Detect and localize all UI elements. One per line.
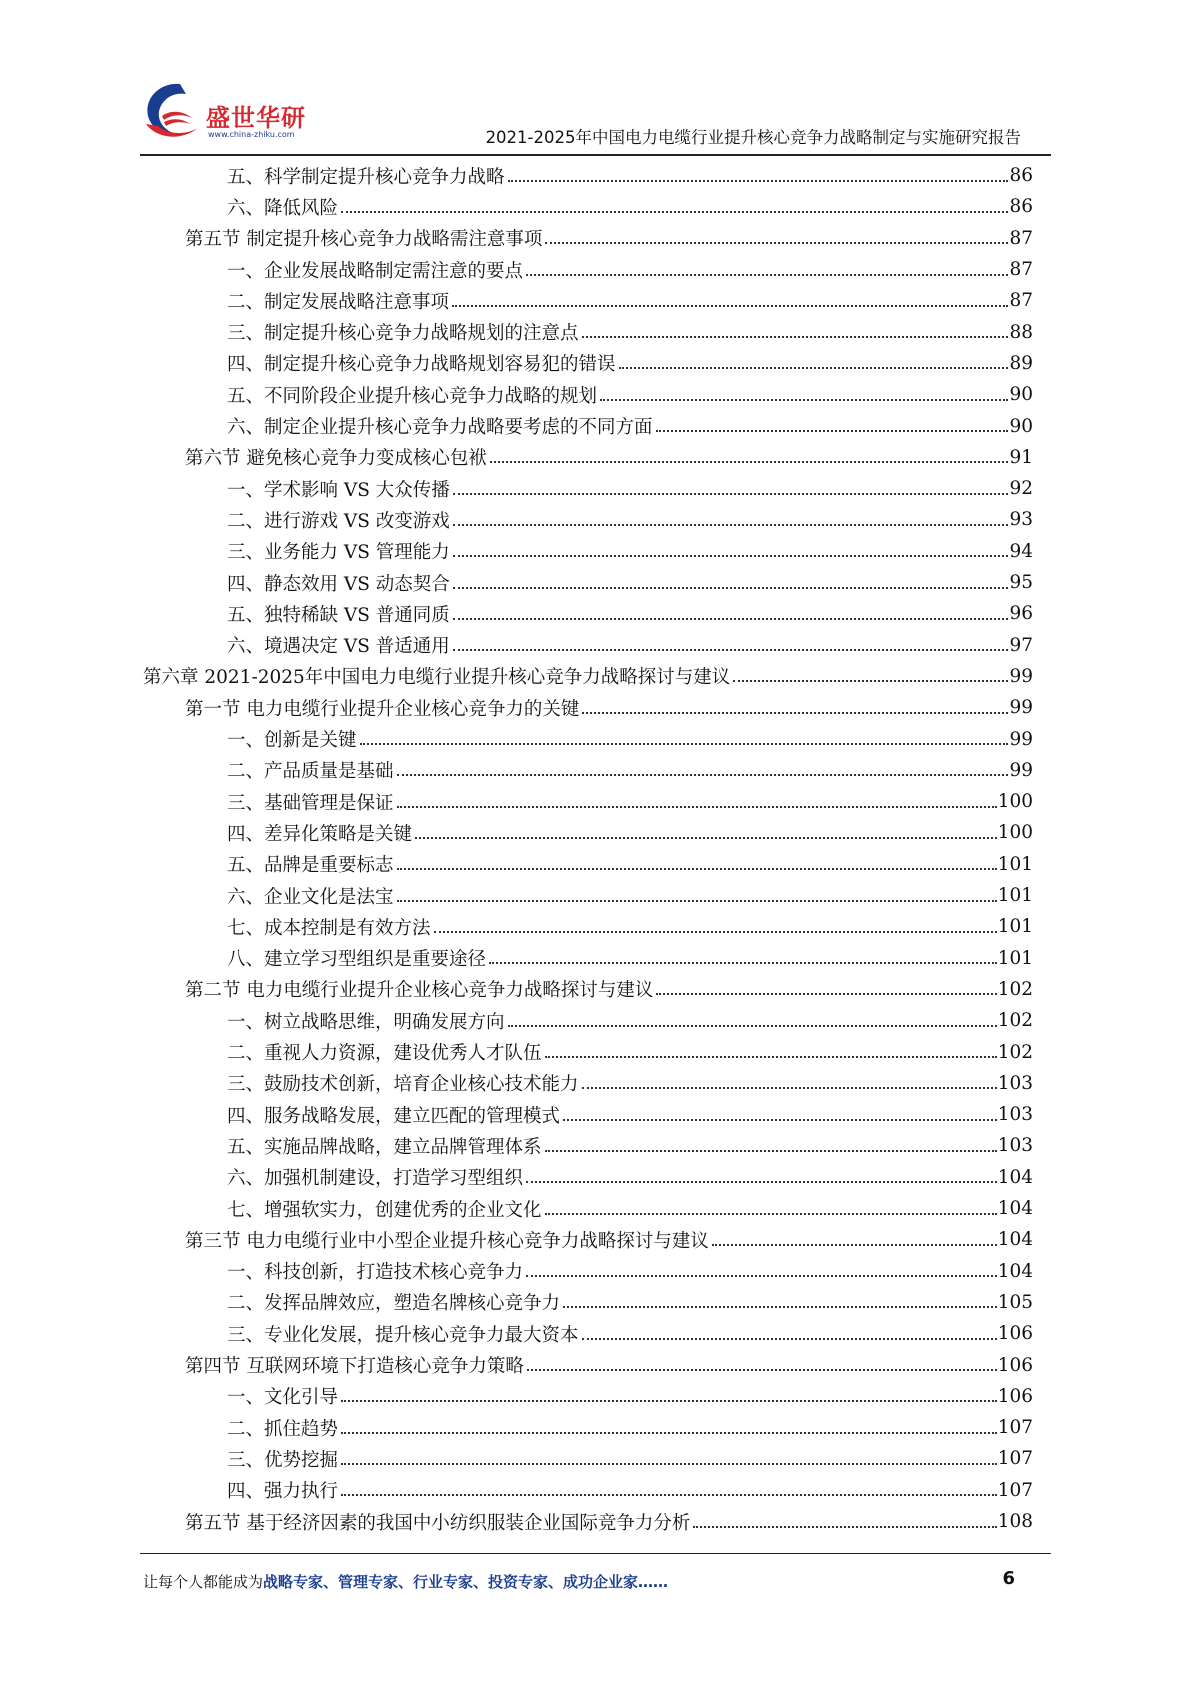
toc-row — [0, 786, 1191, 817]
toc-entry[interactable] — [227, 1412, 1033, 1443]
toc-dot-leader — [452, 305, 1008, 307]
toc-entry[interactable] — [185, 223, 1033, 254]
toc-entry[interactable] — [227, 567, 1033, 598]
toc-entry-page: 94 — [1009, 540, 1033, 562]
toc-entry-page: 99 — [1009, 759, 1033, 781]
toc-dot-leader — [733, 680, 1008, 682]
toc-dot-leader — [527, 1369, 997, 1371]
toc-row — [0, 911, 1191, 942]
toc-entry-label: 八、建立学习型组织是重要途径 — [227, 949, 487, 971]
toc-entry[interactable] — [227, 160, 1033, 191]
logo-name: 盛世华研 — [206, 104, 306, 132]
toc-dot-leader — [341, 1432, 997, 1434]
toc-row — [0, 1130, 1191, 1161]
toc-entry-page: 103 — [997, 1072, 1033, 1094]
toc-entry-page: 99 — [1009, 697, 1033, 719]
toc-entry[interactable] — [227, 348, 1033, 379]
toc-entry[interactable] — [227, 1099, 1033, 1130]
toc-entry-label: 七、成本控制是有效方法 — [227, 917, 431, 939]
toc-entry-label: 四、强力执行 — [227, 1481, 339, 1503]
footer-divider — [140, 1553, 1051, 1554]
toc-dot-leader — [415, 837, 997, 839]
toc-row — [0, 974, 1191, 1005]
toc-row — [0, 191, 1191, 222]
toc-dot-leader — [582, 336, 1009, 338]
toc-dot-leader — [453, 587, 1009, 589]
toc-entry-page: 104 — [997, 1166, 1033, 1188]
toc-dot-leader — [600, 399, 1008, 401]
toc-row — [0, 1412, 1191, 1443]
toc-dot-leader — [563, 1306, 997, 1308]
toc-entry[interactable] — [185, 1224, 1033, 1255]
toc-row — [0, 473, 1191, 504]
toc-dot-leader — [656, 430, 1009, 432]
toc-entry-page: 97 — [1009, 634, 1033, 656]
toc-row — [0, 1256, 1191, 1287]
toc-entry-page: 101 — [997, 853, 1033, 875]
toc-entry-page: 91 — [1009, 446, 1033, 468]
toc-entry[interactable] — [227, 536, 1033, 567]
toc-entry-label: 一、企业发展战略制定需注意的要点 — [227, 260, 524, 282]
toc-row — [0, 1005, 1191, 1036]
toc-entry[interactable] — [227, 849, 1033, 880]
toc-dot-leader — [453, 618, 1009, 620]
toc-dot-leader — [453, 524, 1009, 526]
toc-dot-leader — [453, 649, 1009, 651]
toc-dot-leader — [341, 211, 1008, 213]
footer-slogan-highlight: 战略专家、管理专家、行业专家、投资专家、成功企业家…… — [263, 1573, 669, 1591]
toc-dot-leader — [397, 806, 997, 808]
toc-entry-label: 三、鼓励技术创新，培育企业核心技术能力 — [227, 1074, 579, 1096]
toc-row — [0, 1475, 1191, 1506]
toc-entry-page: 99 — [1009, 728, 1033, 750]
toc-dot-leader — [693, 1526, 996, 1528]
toc-entry-page: 101 — [997, 947, 1033, 969]
toc-entry-page: 101 — [997, 885, 1033, 907]
toc-row — [0, 1099, 1191, 1130]
toc-entry[interactable] — [227, 379, 1033, 410]
toc-row — [0, 880, 1191, 911]
toc-dot-leader — [526, 1275, 997, 1277]
toc-entry-label: 第五节 基于经济因素的我国中小纺织服装企业国际竞争力分析 — [185, 1512, 691, 1534]
toc-entry-page: 86 — [1009, 165, 1033, 187]
toc-entry[interactable] — [227, 410, 1033, 441]
toc-entry-label: 二、发挥品牌效应，塑造名牌核心竞争力 — [227, 1293, 561, 1315]
toc-dot-leader — [341, 1400, 997, 1402]
toc-row — [0, 661, 1191, 692]
toc-row — [0, 379, 1191, 410]
toc-dot-leader — [545, 1150, 997, 1152]
toc-row — [0, 442, 1191, 473]
toc-row — [0, 504, 1191, 535]
toc-entry[interactable] — [227, 1193, 1033, 1224]
toc-dot-leader — [453, 493, 1009, 495]
toc-row — [0, 536, 1191, 567]
toc-row — [0, 723, 1191, 754]
toc-entry-page: 104 — [997, 1229, 1033, 1251]
toc-entry-page: 96 — [1009, 603, 1033, 625]
toc-dot-leader — [526, 274, 1008, 276]
page-header — [0, 0, 1191, 160]
toc-entry[interactable] — [185, 974, 1033, 1005]
toc-entry-page: 100 — [997, 791, 1033, 813]
toc-entry-label: 第五节 制定提升核心竞争力战略需注意事项 — [185, 229, 543, 251]
toc-entry[interactable] — [227, 1005, 1033, 1036]
header-divider — [140, 154, 1051, 156]
toc-entry-label: 二、制定发展战略注意事项 — [227, 291, 450, 313]
toc-entry[interactable] — [227, 1068, 1033, 1099]
toc-row — [0, 692, 1191, 723]
page-number: 6 — [1002, 1568, 1015, 1589]
toc-entry-label: 七、增强软实力，创建优秀的企业文化 — [227, 1199, 542, 1221]
toc-entry-page: 107 — [997, 1448, 1033, 1470]
toc-entry[interactable] — [227, 191, 1033, 222]
toc-entry[interactable] — [227, 880, 1033, 911]
toc-entry-page: 107 — [997, 1479, 1033, 1501]
toc-dot-leader — [434, 931, 997, 933]
toc-entry-page: 99 — [1009, 665, 1033, 687]
toc-entry-label: 六、境遇决定 VS 普适通用 — [227, 636, 450, 658]
footer-slogan — [143, 1571, 668, 1592]
toc-entry-page: 108 — [997, 1511, 1033, 1533]
toc-entry[interactable] — [227, 1036, 1033, 1067]
toc-row — [0, 254, 1191, 285]
toc-entry[interactable] — [227, 598, 1033, 629]
toc-entry-page: 106 — [997, 1354, 1033, 1376]
toc-entry-label: 一、树立战略思维，明确发展方向 — [227, 1011, 505, 1033]
toc-entry-label: 六、加强机制建设，打造学习型组织 — [227, 1168, 524, 1190]
toc-entry-label: 第六章 2021-2025年中国电力电缆行业提升核心竞争力战略探讨与建议 — [143, 667, 731, 689]
toc-row — [0, 160, 1191, 191]
toc-entry-label: 四、制定提升核心竞争力战略规划容易犯的错误 — [227, 354, 616, 376]
toc-entry-label: 二、产品质量是基础 — [227, 761, 394, 783]
toc-dot-leader — [545, 1213, 997, 1215]
toc-entry-label: 二、进行游戏 VS 改变游戏 — [227, 510, 450, 532]
toc-entry[interactable] — [227, 504, 1033, 535]
toc-entry[interactable] — [143, 661, 1033, 692]
toc-entry[interactable] — [227, 817, 1033, 848]
toc-entry-page: 92 — [1009, 478, 1033, 500]
toc-row — [0, 1162, 1191, 1193]
toc-row — [0, 1381, 1191, 1412]
toc-entry-page: 106 — [997, 1323, 1033, 1345]
toc-entry-page: 88 — [1009, 321, 1033, 343]
toc-dot-leader — [526, 1181, 997, 1183]
toc-entry-page: 86 — [1009, 196, 1033, 218]
toc-entry[interactable] — [227, 630, 1033, 661]
toc-dot-leader — [582, 1338, 997, 1340]
toc-row — [0, 567, 1191, 598]
toc-entry-page: 95 — [1009, 572, 1033, 594]
toc-entry-label: 一、科技创新，打造技术核心竞争力 — [227, 1262, 524, 1284]
toc-entry[interactable] — [227, 1381, 1033, 1412]
toc-entry[interactable] — [227, 1256, 1033, 1287]
toc-dot-leader — [397, 868, 997, 870]
toc-row — [0, 1193, 1191, 1224]
toc-entry-label: 五、不同阶段企业提升核心竞争力战略的规划 — [227, 385, 598, 407]
toc-entry-label: 一、创新是关键 — [227, 730, 357, 752]
toc-entry-page: 100 — [997, 822, 1033, 844]
toc-entry-page: 87 — [1009, 259, 1033, 281]
toc-entry-label: 三、基础管理是保证 — [227, 792, 394, 814]
toc-row — [0, 1318, 1191, 1349]
toc-entry-page: 90 — [1009, 415, 1033, 437]
footer-slogan-prefix: 让每个人都能成为 — [143, 1573, 264, 1591]
toc-entry-page: 90 — [1009, 384, 1033, 406]
toc-row — [0, 943, 1191, 974]
toc-entry-label: 四、服务战略发展，建立匹配的管理模式 — [227, 1105, 561, 1127]
toc-dot-leader — [453, 555, 1009, 557]
toc-dot-leader — [341, 1463, 997, 1465]
document-title: 2021-2025年中国电力电缆行业提升核心竞争力战略制定与实施研究报告 — [485, 128, 1021, 147]
toc-entry-label: 第一节 电力电缆行业提升企业核心竞争力的关键 — [185, 698, 580, 720]
toc-row — [0, 630, 1191, 661]
toc-entry-label: 一、文化引导 — [227, 1387, 339, 1409]
toc-dot-leader — [360, 743, 1009, 745]
toc-row — [0, 1443, 1191, 1474]
toc-entry-label: 五、独特稀缺 VS 普通同质 — [227, 604, 450, 626]
toc-row — [0, 1068, 1191, 1099]
toc-row — [0, 1287, 1191, 1318]
toc-dot-leader — [545, 1056, 997, 1058]
toc-entry[interactable] — [227, 911, 1033, 942]
toc-entry-page: 107 — [997, 1417, 1033, 1439]
toc-entry[interactable] — [185, 1506, 1033, 1537]
toc-entry-page: 104 — [997, 1198, 1033, 1220]
toc-dot-leader — [545, 242, 1008, 244]
toc-row — [0, 223, 1191, 254]
toc-entry-page: 89 — [1009, 352, 1033, 374]
toc-entry-page: 106 — [997, 1385, 1033, 1407]
toc-entry-label: 五、实施品牌战略，建立品牌管理体系 — [227, 1136, 542, 1158]
toc-entry-page: 102 — [997, 978, 1033, 1000]
logo-url: www.china-zhiku.com — [208, 130, 295, 139]
toc-entry[interactable] — [185, 1349, 1033, 1380]
toc-row — [0, 348, 1191, 379]
toc-entry[interactable] — [227, 1443, 1033, 1474]
toc-row — [0, 317, 1191, 348]
toc-entry[interactable] — [227, 943, 1033, 974]
toc-entry[interactable] — [227, 1162, 1033, 1193]
toc-row — [0, 1349, 1191, 1380]
toc-entry-page: 104 — [997, 1260, 1033, 1282]
toc-entry-page: 105 — [997, 1291, 1033, 1313]
toc-dot-leader — [656, 993, 996, 995]
toc-row — [0, 1224, 1191, 1255]
toc-dot-leader — [712, 1244, 997, 1246]
toc-entry-page: 101 — [997, 916, 1033, 938]
toc-row — [0, 755, 1191, 786]
toc-entry[interactable] — [227, 1475, 1033, 1506]
toc-dot-leader — [397, 774, 1009, 776]
toc-row — [0, 849, 1191, 880]
toc-row — [0, 1036, 1191, 1067]
toc-entry[interactable] — [227, 755, 1033, 786]
toc-entry[interactable] — [227, 1318, 1033, 1349]
toc-entry-page: 93 — [1009, 509, 1033, 531]
toc-entry-label: 四、静态效用 VS 动态契合 — [227, 573, 450, 595]
toc-entry[interactable] — [185, 442, 1033, 473]
company-logo — [140, 80, 310, 150]
toc-entry-page: 103 — [997, 1104, 1033, 1126]
toc-dot-leader — [490, 461, 1009, 463]
toc-dot-leader — [489, 962, 997, 964]
toc-entry[interactable] — [227, 254, 1033, 285]
toc-entry-label: 五、科学制定提升核心竞争力战略 — [227, 166, 505, 188]
toc-entry-label: 五、品牌是重要标志 — [227, 855, 394, 877]
toc-dot-leader — [341, 1494, 997, 1496]
toc-dot-leader — [619, 367, 1009, 369]
toc-entry-label: 三、专业化发展，提升核心竞争力最大资本 — [227, 1324, 579, 1346]
toc-entry[interactable] — [227, 285, 1033, 316]
toc-entry[interactable] — [227, 473, 1033, 504]
toc-entry[interactable] — [227, 317, 1033, 348]
logo-swoosh-icon — [140, 80, 210, 144]
toc-entry[interactable] — [227, 1287, 1033, 1318]
toc-row — [0, 410, 1191, 441]
toc-entry-page: 87 — [1009, 227, 1033, 249]
toc-entry-page: 102 — [997, 1041, 1033, 1063]
toc-row — [0, 1506, 1191, 1537]
toc-dot-leader — [508, 1025, 997, 1027]
toc-entry-label: 第四节 互联网环境下打造核心竞争力策略 — [185, 1356, 524, 1378]
toc-entry-label: 第六节 避免核心竞争力变成核心包袱 — [185, 448, 487, 470]
toc-entry-page: 87 — [1009, 290, 1033, 312]
toc-entry-label: 第三节 电力电缆行业中小型企业提升核心竞争力战略探讨与建议 — [185, 1230, 709, 1252]
toc-entry-label: 二、抓住趋势 — [227, 1418, 339, 1440]
toc-row — [0, 598, 1191, 629]
toc-entry-page: 102 — [997, 1010, 1033, 1032]
toc-dot-leader — [397, 900, 997, 902]
toc-dot-leader — [582, 712, 1008, 714]
toc-entry-label: 六、制定企业提升核心竞争力战略要考虑的不同方面 — [227, 417, 653, 439]
toc-entry[interactable] — [227, 786, 1033, 817]
toc-entry-label: 三、业务能力 VS 管理能力 — [227, 542, 450, 564]
toc-dot-leader — [563, 1119, 997, 1121]
toc-entry-label: 二、重视人力资源，建设优秀人才队伍 — [227, 1043, 542, 1065]
toc-dot-leader — [508, 180, 1009, 182]
toc-entry[interactable] — [185, 692, 1033, 723]
toc-entry-label: 三、优势挖掘 — [227, 1449, 339, 1471]
toc-entry[interactable] — [227, 1130, 1033, 1161]
toc-row — [0, 817, 1191, 848]
toc-entry-label: 六、降低风险 — [227, 197, 339, 219]
toc-entry-label: 三、制定提升核心竞争力战略规划的注意点 — [227, 323, 579, 345]
toc-entry-label: 一、学术影响 VS 大众传播 — [227, 479, 450, 501]
toc-entry-label: 第二节 电力电缆行业提升企业核心竞争力战略探讨与建议 — [185, 980, 654, 1002]
toc-row — [0, 285, 1191, 316]
toc-entry-page: 103 — [997, 1135, 1033, 1157]
toc-entry-label: 六、企业文化是法宝 — [227, 886, 394, 908]
toc-entry-label: 四、差异化策略是关键 — [227, 823, 413, 845]
toc-entry[interactable] — [227, 723, 1033, 754]
toc-dot-leader — [582, 1087, 997, 1089]
